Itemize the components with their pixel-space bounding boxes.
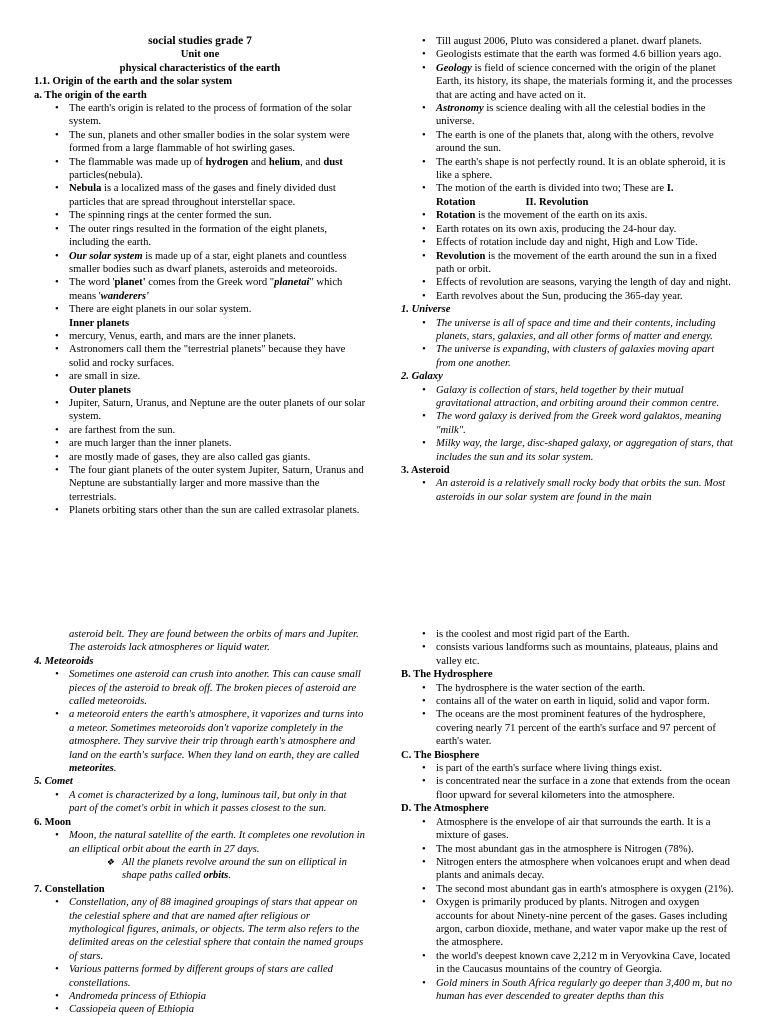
- page-2: [0, 624, 768, 1024]
- list-item: • The spinning rings at the center formed the sun.: [34, 209, 366, 222]
- list-item: • Nitrogen enters the atmosphere when volcanoes erupt and when dead plants and animals decay.: [401, 856, 735, 883]
- list-item: • mercury, Venus, earth, and mars are the inner planets.: [34, 330, 366, 343]
- inner-planets-list: [34, 330, 366, 384]
- atmosphere-list: [401, 816, 735, 977]
- list-item: • are farthest from the sun.: [34, 424, 366, 437]
- list-item: • The flammable was made up of hydrogen and helium, and dust particles(nebula).: [34, 156, 366, 183]
- list-item: • Galaxy is collection of stars, held together by their mutual gravitational attraction, and orbiting around their common centre.: [401, 384, 735, 411]
- list-item: • The outer rings resulted in the formation of the eight planets, including the earth.: [34, 223, 366, 250]
- outer-planets-list: [34, 397, 366, 518]
- list-item: • a meteoroid enters the earth's atmosphere, it vaporizes and turns into a meteor. Sometimes meteoroids don't vaporize completely in the atmosphere. They survive their trip through earth's atmosphere and land on the earth's surface. When they land on earth, they are called meteorites.: [34, 708, 366, 775]
- hydrosphere-heading: B. The Hydrosphere: [401, 669, 493, 681]
- meteoroids-heading: 4. Meteoroids: [34, 655, 94, 667]
- galaxy-list: [401, 384, 735, 464]
- list-item: • The earth's shape is not perfectly round. It is an oblate spheroid, it is like a sphere.: [401, 156, 735, 183]
- unit-subtitle: physical characteristics of the earth: [119, 62, 281, 74]
- list-item: • Atmosphere is the envelope of air that surrounds the earth. It is a mixture of gases.: [401, 816, 735, 843]
- hydrosphere-list: [401, 682, 735, 749]
- list-item: • A comet is characterized by a long, luminous tail, but only in that part of the comet's orbit in which it passes closest to the sun.: [34, 789, 366, 816]
- list-item: • Astronomers call them the "terrestrial planets" because they have solid and rocky surfaces.: [34, 343, 366, 370]
- list-item: • Oxygen is primarily produced by plants. Nitrogen and oxygen accounts for about Ninety-nine percent of the gases. Gases including argon, carbon dioxide, methane, and water vapor make up the rest of the atmosphere.: [401, 896, 735, 950]
- page2-right-column: [401, 628, 735, 1024]
- lithosphere-list: [401, 628, 735, 668]
- inner-planets-heading: Inner planets: [69, 317, 130, 329]
- page1-right-column: [401, 35, 735, 520]
- moon-list: [34, 829, 366, 883]
- list-item: • The word galaxy is derived from the Greek word galaktos, meaning "milk".: [401, 410, 735, 437]
- document-title: social studies grade 7: [148, 35, 252, 47]
- list-item: • Geologists estimate that the earth was formed 4.6 billion years ago.: [401, 48, 735, 61]
- biosphere-heading: C. The Biosphere: [401, 749, 480, 761]
- list-item: • is part of the earth's surface where living things exist.: [401, 762, 735, 775]
- list-item: • Revolution is the movement of the earth around the sun in a fixed path or orbit.: [401, 250, 735, 277]
- universe-list: [401, 317, 735, 371]
- list-item: • The word 'planet' comes from the Greek word "planetai" which means 'wanderers': [34, 276, 366, 303]
- list-item: • An asteroid is a relatively small rocky body that orbits the sun. Most asteroids in our solar system are found in the main: [401, 477, 735, 504]
- list-item: • Sometimes one asteroid can crush into another. This can cause small pieces of the asteroid to break off. The broken pieces of asteroid are called meteoroids.: [34, 668, 366, 708]
- list-item: • Planets orbiting stars other than the sun are called extrasolar planets.: [34, 504, 366, 517]
- list-item: • are mostly made of gases, they are also called gas giants.: [34, 451, 366, 464]
- list-item: • Rotation is the movement of the earth on its axis.: [401, 209, 735, 222]
- list-item: • Constellation, any of 88 imagined groupings of stars that appear on the celestial sphere and that are named after religious or mythological figures, animals, or objects. The term also refers to the delimited areas on the celestial sphere that contain the named groups of stars.: [34, 896, 366, 963]
- comet-list: [34, 789, 366, 816]
- list-item: • Nebula is a localized mass of the gases and finely divided dust particles that are spread throughout interstellar space.: [34, 182, 366, 209]
- comet-heading: 5. Comet: [34, 776, 73, 788]
- list-item: • The second most abundant gas in earth's atmosphere is oxygen (21%).: [401, 883, 735, 896]
- list-item: • The four giant planets of the outer system Jupiter, Saturn, Uranus and Neptune are substantially larger and more massive than the terrestrials.: [34, 464, 366, 504]
- list-item: • Various patterns formed by different groups of stars are called constellations.: [34, 963, 366, 990]
- biosphere-list: [401, 762, 735, 802]
- list-item: • There are eight planets in our solar system.: [34, 303, 366, 316]
- list-item: • Effects of rotation include day and night, High and Low Tide.: [401, 236, 735, 249]
- origin-list: [34, 102, 366, 317]
- unit-heading: Unit one: [180, 49, 220, 61]
- list-item: • the world's deepest known cave 2,212 m in Veryovkina Cave, located in the Caucasus mountains of the country of Georgia.: [401, 950, 735, 977]
- list-item: • Earth rotates on its own axis, producing the 24-hour day.: [401, 223, 735, 236]
- list-item: • Effects of revolution are seasons, varying the length of day and night.: [401, 276, 735, 289]
- list-item: • are small in size.: [34, 370, 366, 383]
- list-item: • consists various landforms such as mountains, plateaus, plains and valley etc.: [401, 641, 735, 668]
- list-item: ❖ All the planets revolve around the sun on elliptical in shape paths called orbits.: [34, 856, 366, 883]
- list-item: • are much larger than the inner planets.: [34, 437, 366, 450]
- list-item: • Till august 2006, Pluto was considered a planet. dwarf planets.: [401, 35, 735, 48]
- gold-miners-list: [401, 977, 735, 1004]
- list-item: • The most abundant gas in the atmosphere is Nitrogen (78%).: [401, 843, 735, 856]
- list-item: • Moon, the natural satellite of the earth. It completes one revolution in an elliptical orbit about the earth in 27 days.: [34, 829, 366, 856]
- page2-left-column: [34, 628, 366, 1024]
- subsection-heading: a. The origin of the earth: [34, 89, 147, 101]
- list-item: • The earth is one of the planets that, along with the others, revolve around the sun.: [401, 129, 735, 156]
- list-item: • The universe is all of space and time and their contents, including planets, stars, galaxies, and all other forms of matter and energy.: [401, 317, 735, 344]
- list-item: • Astronomy is science dealing with all the celestial bodies in the universe.: [401, 102, 735, 129]
- asteroid-heading: 3. Asteroid: [401, 465, 450, 476]
- asteroid-list: [401, 477, 735, 504]
- list-item: • The universe is expanding, with clusters of galaxies moving apart from one another.: [401, 343, 735, 370]
- moon-heading: 6. Moon: [34, 816, 72, 828]
- atmosphere-heading: D. The Atmosphere: [401, 803, 489, 815]
- constellation-heading: 7. Constellation: [34, 883, 105, 895]
- meteoroids-list: [34, 668, 366, 775]
- list-item: • The earth's origin is related to the process of formation of the solar system.: [34, 102, 366, 129]
- outer-planets-heading: Outer planets: [69, 384, 131, 396]
- asteroid-continuation: asteroid belt. They are found between the orbits of mars and Jupiter. The asteroids lack atmospheres or liquid water.: [69, 629, 359, 654]
- list-item: • contains all of the water on earth in liquid, solid and vapor form.: [401, 695, 735, 708]
- list-item: • Earth revolves about the Sun, producing the 365-day year.: [401, 290, 735, 303]
- list-item: • Our solar system is made up of a star, eight planets and countless smaller bodies such as dwarf planets, asteroids and meteoroids.: [34, 250, 366, 277]
- list-item: • is concentrated near the surface in a zone that extends from the ocean floor upward for several kilometers into the atmosphere.: [401, 775, 735, 802]
- constellation-list: [34, 896, 366, 1017]
- list-item: • Milky way, the large, disc-shaped galaxy, or aggregation of stars, that includes the sun and its solar system.: [401, 437, 735, 464]
- list-item: • The motion of the earth is divided into two; These are I. Rotation II. Revolution: [401, 182, 735, 209]
- earth-facts-list: [401, 35, 735, 303]
- list-item: • The oceans are the most prominent features of the hydrosphere, covering nearly 71 percent of the earth's surface and 97 percent of earth's water.: [401, 708, 735, 748]
- list-item: • The sun, planets and other smaller bodies in the solar system were formed from a large flammable of hot swirling gases.: [34, 129, 366, 156]
- section-heading: 1.1. Origin of the earth and the solar system: [34, 76, 233, 88]
- galaxy-heading: 2. Galaxy: [401, 371, 443, 383]
- list-item: • Andromeda princess of Ethiopia: [34, 990, 366, 1003]
- list-item: • Cassiopeia queen of Ethiopia: [34, 1003, 366, 1016]
- universe-heading: 1. Universe: [401, 304, 451, 316]
- list-item: • Jupiter, Saturn, Uranus, and Neptune are the outer planets of our solar system.: [34, 397, 366, 424]
- list-item: • Gold miners in South Africa regularly go deeper than 3,400 m, but no human has ever descended to greater depths than this: [401, 977, 735, 1004]
- page1-left-column: [34, 35, 366, 520]
- list-item: • is the coolest and most rigid part of the Earth.: [401, 628, 735, 641]
- list-item: • The hydrosphere is the water section of the earth.: [401, 682, 735, 695]
- list-item: • Geology is field of science concerned with the origin of the planet Earth, its history, its shape, the materials forming it, and the processes that are acting and have acted on it.: [401, 62, 735, 102]
